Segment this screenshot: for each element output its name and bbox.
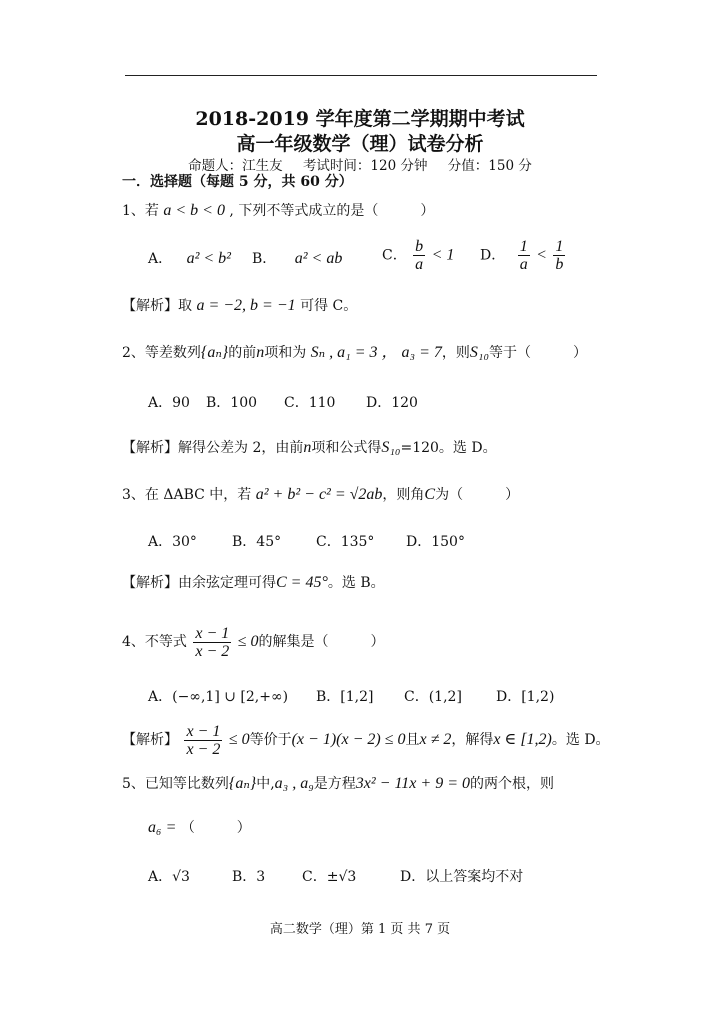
q2-text: 的前 xyxy=(228,345,257,361)
q5-text: 5、已知等比数列 xyxy=(122,776,229,792)
analysis-text: 且 xyxy=(405,732,420,748)
q1-condition: a < b < 0 xyxy=(163,202,225,219)
q5-option-d: D．以上答案均不对 xyxy=(400,869,524,885)
q3-text: 3、在 ΔABC 中，若 xyxy=(122,487,252,503)
question-3 xyxy=(122,485,519,505)
q2-s10: S₁₀ xyxy=(469,344,489,361)
q2-text: 项和为 xyxy=(264,345,307,361)
q5-text: 是方程 xyxy=(313,776,356,792)
analysis-s10: S₁₀ xyxy=(381,439,401,456)
q4-option-a: A．(−∞,1] ∪ [2,+∞) xyxy=(148,689,289,705)
question-2 xyxy=(122,343,587,363)
analysis-math: a = −2, b = −1 xyxy=(196,297,296,314)
analysis-text: 项和公式得 xyxy=(311,440,382,456)
q5-text: 的两个根，则 xyxy=(469,776,554,792)
analysis-text: =120。选 D。 xyxy=(400,440,497,456)
q4-option-b: B．[1,2] xyxy=(316,689,374,705)
exam-subtitle: 高一年级数学（理）试卷分析 xyxy=(236,133,484,155)
analysis-text: 解得公差为 2，由前 xyxy=(178,440,304,456)
q1-option-b xyxy=(252,248,342,268)
q1-opt-c-rest: < 1 xyxy=(431,246,455,264)
analysis-tag: 【解析】 xyxy=(122,575,178,591)
q2-text: ，则 xyxy=(441,345,470,361)
q1-analysis xyxy=(122,296,357,316)
q2-sequence: {aₙ} xyxy=(200,344,229,361)
q3-equation: a² + b² − c² = √2ab xyxy=(255,486,383,503)
q1-opt-d-label: D． xyxy=(480,247,506,264)
q4-fraction xyxy=(193,625,231,660)
q4-text: 的解集是（ ） xyxy=(258,634,385,650)
analysis-tag: 【解析】 xyxy=(122,732,178,748)
fraction-denominator: x − 2 xyxy=(195,642,230,660)
analysis-tag: 【解析】 xyxy=(122,298,178,314)
analysis-relation: ≤ 0 xyxy=(228,731,250,748)
analysis-text: 取 xyxy=(178,298,192,314)
q4-analysis xyxy=(122,722,610,758)
q3-text: 为（ ） xyxy=(435,487,520,503)
q5-text: 中, xyxy=(256,776,275,792)
fraction-numerator: 1 xyxy=(519,238,528,255)
analysis-text: 。选 B。 xyxy=(327,575,385,591)
q5-roots: a₃ , a₉ xyxy=(274,775,314,792)
analysis-text: 等价于 xyxy=(249,732,292,748)
q5-option-a: A．√3 xyxy=(148,869,190,885)
exam-meta xyxy=(0,154,720,174)
q2-option-a: A．90 xyxy=(148,395,190,411)
q3-angle: C xyxy=(424,486,436,503)
exam-title: 2018-2019 学年度第二学期期中考试 xyxy=(195,108,525,130)
fraction-numerator: 1 xyxy=(555,238,564,255)
q4-option-c: C．(1,2] xyxy=(404,689,462,705)
q2-sn: Sₙ , a₁ = 3 ， a₃ = 7 xyxy=(310,344,442,361)
q2-analysis xyxy=(122,438,497,458)
q3-option-c: C．135° xyxy=(316,534,375,550)
fraction-numerator: x − 1 xyxy=(186,722,221,740)
fraction-denominator: a xyxy=(415,256,424,273)
analysis-text: 由余弦定理可得 xyxy=(178,575,276,591)
q1-option-d xyxy=(480,238,567,273)
q2-option-c: C．110 xyxy=(284,395,336,411)
q2-option-d: D．120 xyxy=(366,395,418,411)
analysis-text: ，解得 xyxy=(451,732,494,748)
analysis-text: 。选 D。 xyxy=(551,732,610,748)
fraction-denominator: a xyxy=(519,256,528,273)
fraction-denominator: b xyxy=(555,256,564,273)
q4-analysis-fraction xyxy=(184,723,222,758)
q3-option-b: B．45° xyxy=(232,534,282,550)
q1-opt-b-math: a² < ab xyxy=(294,250,343,267)
question-1 xyxy=(122,201,434,221)
q1-num: 1、若 xyxy=(122,203,159,219)
q1-opt-d-fraction-2 xyxy=(553,238,565,273)
question-5 xyxy=(122,774,554,794)
q5-option-c: C．±√3 xyxy=(302,869,357,885)
q5-blank: （ ） xyxy=(180,820,251,836)
q5-sequence: {aₙ} xyxy=(228,775,257,792)
question-4 xyxy=(122,624,385,660)
author: 命题人：江生友 xyxy=(188,158,283,174)
q4-option-d: D．[1,2) xyxy=(496,689,555,705)
fraction-denominator: x − 2 xyxy=(186,740,221,758)
q1-option-c xyxy=(382,238,454,273)
analysis-math: (x − 1)(x − 2) ≤ 0 xyxy=(291,731,406,748)
q3-analysis xyxy=(122,573,385,593)
q3-option-d: D．150° xyxy=(406,534,465,550)
top-rule xyxy=(125,75,597,76)
q1-stem: , 下列不等式成立的是（ ） xyxy=(229,203,435,219)
page-footer: 高二数学（理）第 1 页 共 7 页 xyxy=(269,922,451,937)
analysis-math: x ≠ 2 xyxy=(419,731,452,748)
q3-text: ，则角 xyxy=(382,487,425,503)
q1-opt-a-label: A． xyxy=(148,251,173,267)
q5-option-b: B．3 xyxy=(232,869,266,885)
fraction-numerator: x − 1 xyxy=(195,624,230,642)
analysis-n: n xyxy=(303,439,312,456)
q1-opt-c-label: C． xyxy=(382,247,407,264)
q1-opt-d-fraction-1 xyxy=(518,238,530,273)
q1-option-a xyxy=(148,248,231,268)
q5-stem-continued xyxy=(148,818,251,838)
q2-text: 等于（ ） xyxy=(489,345,587,361)
analysis-math: x ∈ [1,2) xyxy=(493,731,552,748)
q1-opt-b-label: B． xyxy=(252,251,277,267)
analysis-text: 可得 C。 xyxy=(300,298,358,314)
q4-relation: ≤ 0 xyxy=(237,633,259,650)
analysis-math: C = 45° xyxy=(276,574,328,591)
analysis-tag: 【解析】 xyxy=(122,440,178,456)
q3-option-a: A．30° xyxy=(148,534,197,550)
q2-n: n xyxy=(256,344,265,361)
q4-text: 4、不等式 xyxy=(122,634,187,650)
q1-opt-d-lt: < xyxy=(536,246,547,264)
fraction-numerator: b xyxy=(415,238,424,255)
q1-opt-a-math: a² < b² xyxy=(186,250,231,267)
q1-opt-c-fraction xyxy=(413,238,425,273)
q2-option-b: B．100 xyxy=(206,395,258,411)
q5-a6: a₆ = xyxy=(148,819,177,836)
q2-text: 2、等差数列 xyxy=(122,345,201,361)
section-heading: 一．选择题（每题 5 分，共 60 分） xyxy=(122,174,353,190)
total-score: 分值：150 分 xyxy=(447,158,532,174)
q5-equation: 3x² − 11x + 9 = 0 xyxy=(355,775,470,792)
exam-time: 考试时间：120 分钟 xyxy=(302,158,428,174)
